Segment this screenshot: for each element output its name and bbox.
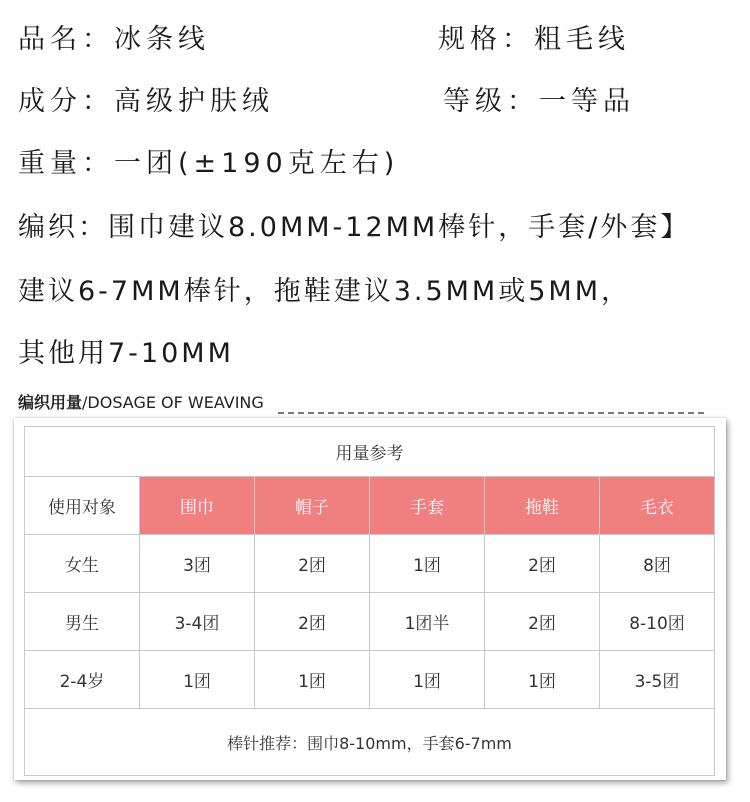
table-cell: 3-5团 — [600, 651, 715, 709]
spec-size: 规格：粗毛线 — [438, 24, 630, 55]
table-cell: 1团 — [370, 535, 485, 593]
table-corner-header: 使用对象 — [25, 477, 140, 535]
dosage-table — [24, 426, 715, 776]
table-cell: 8团 — [600, 535, 715, 593]
spec-knitting-line2: 建议6-7MM棒针，拖鞋建议3.5MM或5MM， — [18, 276, 631, 307]
dosage-table-card — [14, 418, 726, 780]
table-cell: 2团 — [485, 593, 600, 651]
section-heading — [18, 392, 264, 414]
table-cell: 1团 — [370, 651, 485, 709]
section-heading-cn: 编织用量 — [18, 393, 83, 412]
table-title: 用量参考 — [25, 427, 715, 477]
table-header-row — [25, 477, 715, 535]
table-cell: 1团 — [485, 651, 600, 709]
section-heading-en: DOSAGE OF WEAVING — [87, 393, 264, 412]
table-row — [25, 593, 715, 651]
column-header: 拖鞋 — [485, 477, 600, 535]
column-header: 手套 — [370, 477, 485, 535]
table-footer-row — [25, 709, 715, 776]
table-cell: 8-10团 — [600, 593, 715, 651]
table-cell: 2团 — [255, 593, 370, 651]
table-row — [25, 651, 715, 709]
row-label: 女生 — [25, 535, 140, 593]
table-cell: 2团 — [255, 535, 370, 593]
spec-composition: 成分：高级护肤绒 — [18, 86, 274, 117]
row-label: 男生 — [25, 593, 140, 651]
column-header: 帽子 — [255, 477, 370, 535]
spec-knitting-line1: 编织：围巾建议8.0MM-12MM棒针，手套/外套】 — [18, 212, 691, 243]
row-label: 2-4岁 — [25, 651, 140, 709]
table-cell: 3团 — [140, 535, 255, 593]
table-cell: 1团 — [255, 651, 370, 709]
spec-weight: 重量：一团(±190克左右) — [18, 148, 400, 179]
needle-recommendation: 棒针推荐：围巾8-10mm，手套6-7mm — [25, 709, 715, 776]
column-header: 毛衣 — [600, 477, 715, 535]
table-cell: 2团 — [485, 535, 600, 593]
column-header: 围巾 — [140, 477, 255, 535]
section-heading-sep: / — [82, 393, 88, 412]
spec-grade: 等级：一等品 — [443, 86, 635, 117]
table-row — [25, 535, 715, 593]
section-divider — [278, 412, 704, 414]
table-cell: 3-4团 — [140, 593, 255, 651]
spec-name: 品名：冰条线 — [18, 24, 210, 55]
spec-knitting-line3: 其他用7-10MM — [18, 338, 234, 369]
table-cell: 1团半 — [370, 593, 485, 651]
table-title-row — [25, 427, 715, 477]
table-cell: 1团 — [140, 651, 255, 709]
